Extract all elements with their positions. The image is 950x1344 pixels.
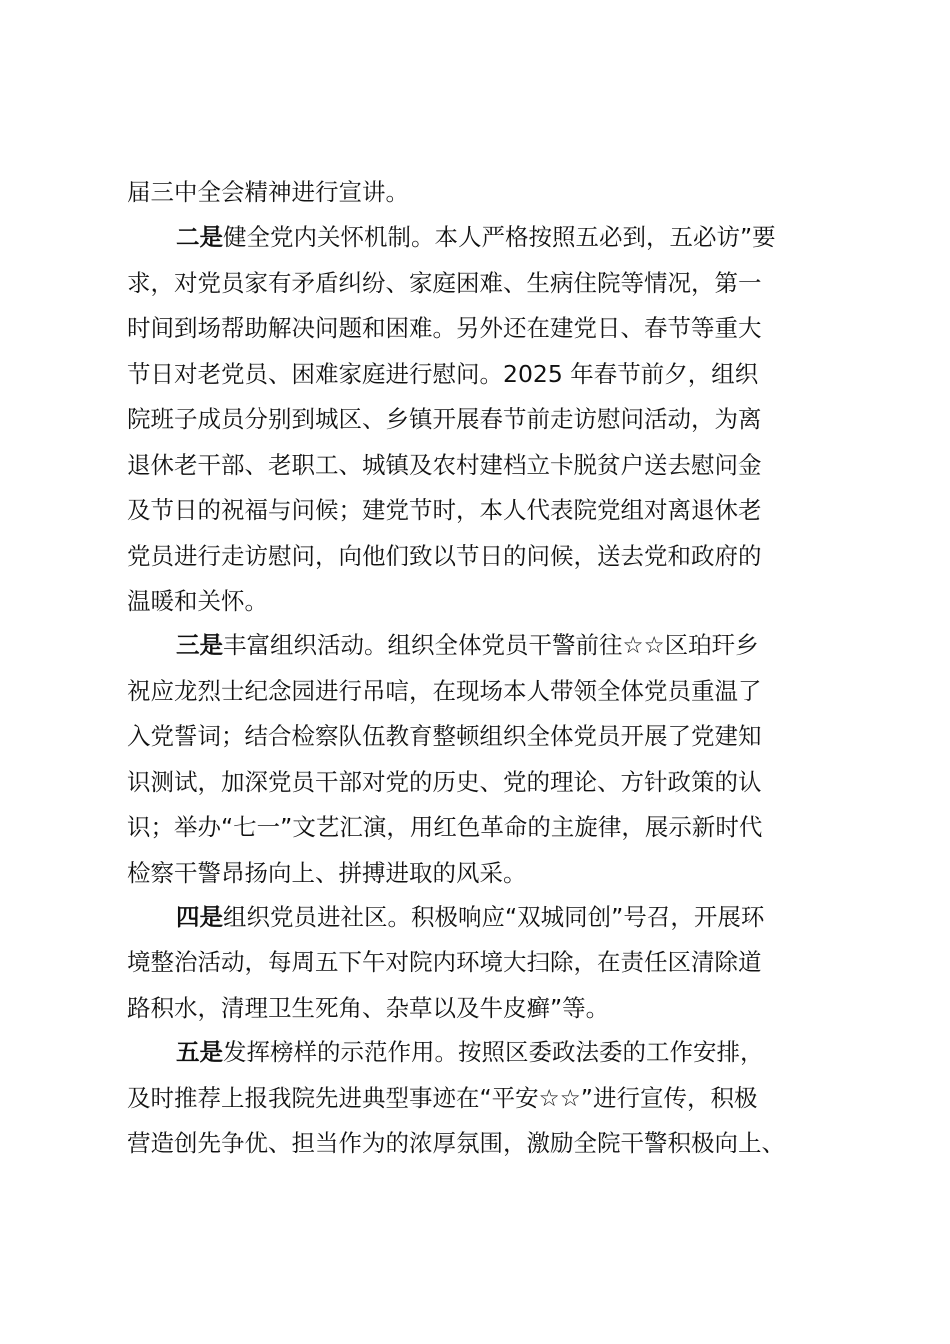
paragraph-lead: 四是 [176,903,223,931]
paragraph-line: 时间到场帮助解决问题和困难。另外还在建党日、春节等重大 [127,314,762,342]
paragraph-lead: 五是 [176,1038,223,1066]
paragraph-line: 入党誓词；结合检察队伍教育整顿组织全体党员开展了党建知 [127,722,762,750]
paragraph-line: 及时推荐上报我院先进典型事迹在“平安☆☆”进行宣传，积极 [127,1084,758,1112]
paragraph-line: 求，对党员家有矛盾纠纷、家庭困难、生病住院等情况，第一 [127,269,762,297]
paragraph-line: 届三中全会精神进行宣讲。 [127,178,409,206]
paragraph-line: 及节日的祝福与问候；建党节时，本人代表院党组对离退休老 [127,496,762,524]
paragraph-line: 退休老干部、老职工、城镇及农村建档立卡脱贫户送去慰问金 [127,451,762,479]
paragraph-line: 三是丰富组织活动。组织全体党员干警前往☆☆区珀玕乡 [176,631,759,659]
paragraph-line: 党员进行走访慰问，向他们致以节日的问候，送去党和政府的 [127,542,762,570]
paragraph-line: 温暖和关怀。 [127,587,268,615]
paragraph-line: 院班子成员分别到城区、乡镇开展春节前走访慰问活动，为离 [127,405,762,433]
paragraph-line: 识测试，加深党员干部对党的历史、党的理论、方针政策的认 [127,768,762,796]
paragraph-line: 境整治活动，每周五下午对院内环境大扫除，在责任区清除道 [127,948,762,976]
paragraph-line: 二是健全党内关怀机制。本人严格按照五必到，五必访”要 [176,223,776,251]
paragraph-line: 五是发挥榜样的示范作用。按照区委政法委的工作安排， [176,1038,764,1066]
paragraph-line: 祝应龙烈士纪念园进行吊唁，在现场本人带领全体党员重温了 [127,677,762,705]
paragraph-lead: 三是 [176,631,223,659]
paragraph-line: 营造创先争优、担当作为的浓厚氛围，激励全院干警积极向上、 [127,1129,785,1157]
paragraph-line: 节日对老党员、困难家庭进行慰问。2025 年春节前夕，组织 [127,360,759,388]
paragraph-lead: 二是 [176,223,223,251]
paragraph-line: 识；举办“七一”文艺汇演，用红色革命的主旋律，展示新时代 [127,813,763,841]
paragraph-line: 四是组织党员进社区。积极响应“双城同创”号召，开展环 [176,903,765,931]
paragraph-line: 检察干警昂扬向上、拼搏进取的风采。 [127,859,527,887]
paragraph-line: 路积水，清理卫生死角、杂草以及牛皮癣”等。 [127,994,610,1022]
